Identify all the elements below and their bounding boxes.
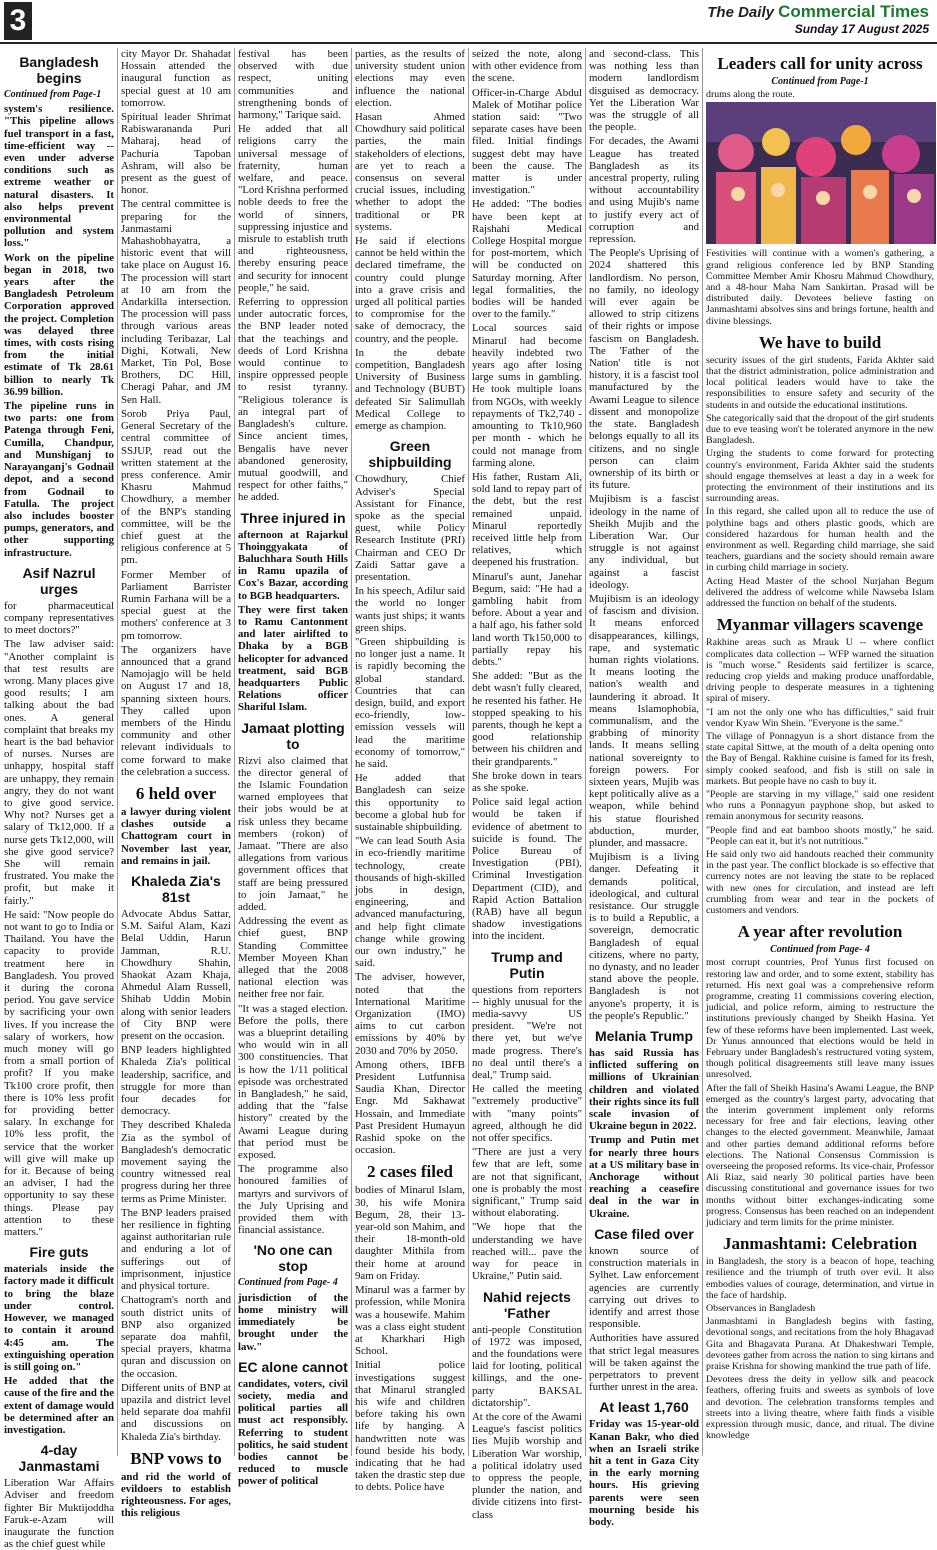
paragraph: He added: "The bodies have been kept at Rajshahi Medical College Hospital morgue for post-mortem, which will be conducted on Saturday morning. After legal formalities, the bodies will be handed over to the family."	[472, 198, 582, 321]
paragraph: For decades, the Awami League has treated Bangladesh as its ancestral property, ruling without accountability and using Mujib's name to justify every act of corruption and repression.	[589, 135, 699, 246]
paragraph: Among others, IBFB President Lutfunnisa Saudia Khan, Director Engr. Md Sakhawat Hossain, and Immediate Past President Humayun Rashid spoke on the occasion.	[355, 1058, 465, 1157]
paragraph: She categorically said that the dropout of the girl students due to eve teasing won't be tolerated anymore in the new Bangladesh.	[706, 412, 934, 447]
paragraph: "We can lead South Asia in eco-friendly maritime technology, create thousands of high-skilled jobs in design, engineering, and advanced manufacturing, and help fight climate change while growing our own industry," he said.	[355, 835, 465, 970]
paragraph: They were first taken to Ramu Cantonment and later airlifted to Dhaka by a BGB helicopter for advanced treatment, said BGB headquarters Public Relations officer Shariful Islam.	[238, 603, 348, 714]
paragraph: Spiritual leader Shrimat Rabiswarananda Puri Maharaj, head of Pachuria Tapoban Ashram, will also be present as the guest of honor.	[121, 111, 231, 197]
column-divider	[468, 48, 469, 1456]
paragraph: Different units of BNP at upazila and district level held separate doa mahfil and discussions on Khaleda Zia's birthday.	[121, 1381, 231, 1443]
headline: 'No one can stop	[253, 1242, 333, 1275]
page-number: 3	[4, 2, 32, 40]
paragraph: "People find and eat bamboo shoots mostly," he said. "People can eat it, but it's not nutritious."	[706, 824, 934, 847]
column-4	[355, 48, 465, 1494]
paragraph: Former Member of Parliament Barrister Rumin Farhana will be a special guest at the mothers' conference at 3 pm tomorrow.	[121, 568, 231, 642]
paragraph: festival has been observed with due respect, uniting communities and strengthening bonds of harmony," Tarique said.	[238, 48, 348, 122]
paragraph: drums along the route.	[706, 89, 795, 101]
paragraph: The village of Ponnagyun is a short distance from the state capital Sittwe, at the mouth of a delta opening onto the Bay of Bengal. Rakhine cuisine is famed for its fresh, simply cooked seafood, and fish is still on sale in markets. But people have no cash to buy it.	[706, 730, 934, 787]
headline: Khaleda Zia's 81st	[131, 873, 221, 905]
column-divider	[117, 48, 118, 1456]
paragraph: Mujibism is a living danger. Defeating it demands political, ideological, and cultural resistance. Our struggle is to build a Republic, a sovereign, democratic Bangladesh of equal citizens, where no party, no dynasty, and no leader stand above the people. Bangladesh is not anyone's property, it is the people's Republic."	[589, 851, 699, 1022]
headline: At least 1,760	[599, 1399, 689, 1416]
paragraph: city Mayor Dr. Shahadat Hossain attended the inaugural function as special guest at 10 am tomorrow.	[121, 48, 231, 109]
paragraph: The People's Uprising of 2024 shattered this landlordism. No person, no family, no ideology will ever again be allowed to strip citizens of their rights or impose fascism on Bangladesh. The 'Father of the Nation' title is not history, it is a fascist tool manufactured by the Awami League to silence dissent and monopolize the state. Bangladesh belongs equally to all its citizens, and no single person can claim ownership of its birth or its future.	[589, 247, 699, 492]
paragraph: Janmashtami in Bangladesh begins with fasting, devotional songs, and recitations from the holy Bhagavad Gita and Bhagavata Purana. At Dhakeshwari Temple, devotees gather from across the nation to sing kirtans and praise Krishna for showing mankind the true path of life.	[706, 1316, 934, 1373]
paragraph: known source of construction materials in Sylhet. Law enforcement agencies are currently carrying out drives to identify and arrest those responsible.	[589, 1244, 699, 1331]
paragraph: Chowdhury, Chief Adviser's Special Assistant for Finance, spoke as the special guest, while Policy Research Institute (PRI) Chairman and CEO Dr Zaidi Sattar gave a presentation.	[355, 473, 465, 583]
paragraph: He said: "Now people do not want to go to India or Thailand. You have the capacity to provide treatment here in Bangladesh. You proved it during the corona period. You gave service by sacrificing your own lives. If you increase the salary of workers, how much money will go from a small portion of profit? If you make Tk100 crore profit, then there is 10% less profit for providing better salary. In exchange for 10% less profit, the service that the worker will give will make up for it. Because of being an adviser, I had the opportunity to say these things. Please pay attention to these matters."	[4, 908, 114, 1239]
paragraph: The organizers have announced that a grand Namojagjo will be held on August 17 and 18, spanning sixteen hours. They called upon members of the Hindu community and other relevant individuals to come forward to make the celebration a success.	[121, 643, 231, 778]
headline: Green shipbuilding	[368, 438, 452, 471]
headline: 2 cases filed	[367, 1162, 453, 1182]
paragraph: She added: "But as the debt wasn't fully cleared, he resented his father. He stopped speaking to his parents, though he kept a good relationship between his children and their grandparents."	[472, 670, 582, 768]
festival-photo	[706, 102, 936, 244]
paragraph: Referring to oppression under autocratic forces, the BNP leader noted that the teachings and deeds of Lord Krishna would continue to inspire oppressed people to resist tyranny. "Religious tolerance is an integral part of Bangladesh's culture. Since ancient times, Bengalis have never abandoned generosity, mutual goodwill, and respect for other faiths," he added.	[238, 296, 348, 504]
paragraph: a lawyer during violent clashes outside a Chattogram court in November last year, and remains in jail.	[121, 805, 231, 867]
paragraph: Festivities will continue with a women's gathering, a grand religious conference led by BNP Standing Committee Member Amir Khosru Mahmud Chowdhury, and a 48-hour Maha Nam Sankirtan. Prasad will be distributed daily. Devotees believe fasting on Janmashtami absolves sins and brings fortune, health and divine blessings.	[706, 248, 934, 327]
paragraph: has said Russia has inflicted suffering on millions of Ukrainian children and violated their rights since its full scale invasion of Ukraine begun in 2022.	[589, 1047, 699, 1133]
paragraph: materials inside the factory made it difficult to bring the blaze under control. However, we managed to contain it around 4:45 am. The extinguishing operation is still going on."	[4, 1263, 114, 1373]
paragraph: "Green shipbuilding is no longer just a name. It is rapidly becoming the global standard. Countries that can design, build, and export eco-friendly, low-emission vessels will lead the maritime economy of tomorrow," he said.	[355, 635, 465, 770]
paragraph: At the core of the Awami League's fascist politics lies Mujib worship and Liberation War worship, a political idolatry used to oppress the people, plunder the nation, and divide citizens into first-class	[472, 1410, 582, 1521]
headline: Trump and Putin	[491, 948, 563, 981]
paragraph: "We hope that the understanding we have reached will... pave the way for peace in Ukraine," Putin said.	[472, 1221, 582, 1283]
paragraph: Urging the students to come forward for protecting country's environment, Farida Akhter said the students should engage themselves at least a day in a week for protecting the environment of their institutions and its surrounding areas.	[706, 448, 934, 505]
continued-note: Continued from Page-1	[771, 76, 869, 87]
headline: 6 held over	[135, 783, 217, 803]
masthead	[0, 0, 937, 46]
headline: Jamaat plotting to	[241, 719, 345, 752]
paragraph: He added that the cause of the fire and the extent of damage would be determined after an investigation.	[4, 1375, 114, 1436]
headline: Leaders call for unity across	[717, 54, 923, 73]
continued-note: Continued from Page- 4	[770, 944, 870, 956]
column-1	[4, 48, 114, 1550]
brand-name: Commercial Times	[778, 2, 929, 21]
paragraph: He called the meeting "extremely productive" with "many points" agreed, although he did not offer specifics.	[472, 1083, 582, 1145]
paragraph: BNP leaders highlighted Khaleda Zia's political leadership, sacrifice, and struggle for more than four decades for democracy.	[121, 1044, 231, 1118]
paragraph: "It was a staged election. Before the polls, there was a blueprint detailing who would win in all 300 constituencies. That is how the 1/11 political episode was orchestrated in Bangladesh," he said, adding that the "false history" created by the Awami League during that period must be exposed.	[238, 1002, 348, 1162]
paragraph: The adviser, however, noted that the International Maritime Organization (IMO) aims to cut carbon emissions by 40% by 2030 and 70% by 2050.	[355, 971, 465, 1057]
paragraph: in Bangladesh, the story is a beacon of hope, teaching resilience and the triumph of truth over evil. It also embodies values of courage, determination, and virtue in the face of hardship.	[706, 1256, 934, 1301]
paragraph: The central committee is preparing for the Janmastami Mahashobhayatra, a historic event that will take place on August 16. The procession will start at 10 am from the Andarkilla intersection. The procession will pass through various areas including Teribazar, Lal Dighi, Kotwali, New Market, Tin Pol, Bose Brothers, DC Hill, Cheragi Pahar, and JM Sen Hall.	[121, 198, 231, 406]
paragraph: and second-class. This was nothing less than modern landlordism disguised as democracy. Yet the Liberation War was the struggle of all the people.	[589, 48, 699, 134]
paragraph: for pharmaceutical company representatives to meet doctors?"	[4, 599, 114, 637]
paragraph: Sorob Priya Paul, General Secretary of the central committee of SSJUP, read out the written statement at the press conference. Amir Khasru Mahmud Chowdhury, a member of the BNP's standing committee, will be the chief guest at the religious conference at 5 pm.	[121, 407, 231, 567]
paragraph: After the fall of Sheikh Hasina's Awami League, the BNP emerged as the country's largest party, advocating that the interim government implement only reforms necessary for free and fair elections, leaving other changes to the elected government. Meanwhile, Jamaat and other parties demand additional reforms before elections. The National Consensus Commission is overseeing the proposed reforms. Its vice-chair, Professor Ali Riaz, said nearly 30 political parties have been discussing constitutional and governance issues for two months without bitter exchanges-indicating some progress. Consensus has been reached on an independent judiciary and term limits for the prime minister.	[706, 1082, 934, 1229]
paragraph: seized the note, along with other evidence from the scene.	[472, 48, 582, 85]
masthead-rule	[0, 42, 937, 44]
paragraph: Officer-in-Charge Abdul Malek of Motihar police station said: "Two separate cases have been filed. Initial findings suggest debt may have been the cause. The matter is under investigation."	[472, 86, 582, 197]
paragraph: He said only two aid handouts reached their community in the past year. The conflict blockade is so effective that currency notes are not leaving the state to be replaced with new ones for circulation, and instead are left crumbling from wear and tear in the pockets of customers and vendors.	[706, 848, 934, 916]
paragraph: Local sources said Minarul had become heavily indebted two years ago after losing large sums in gambling. He took multiple loans from NGOs, with weekly repayments of Tk2,740 - amounting to Tk10,960 per month - which he could not manage from farming alone.	[472, 322, 582, 469]
paragraph: Work on the pipeline began in 2018, two years after the Bangladesh Petroleum Corporation approved the project. Completion was delayed three times, with costs rising from the initial estimate of Tk 28.61 billion to nearly Tk 36.99 billion.	[4, 251, 114, 398]
paragraph: parties, as the results of university student union elections may even influence the national election.	[355, 48, 465, 109]
issue-date: Sunday 17 August 2025	[794, 22, 929, 36]
headline: 4-day Janmastami	[18, 1442, 100, 1475]
paragraph: Advocate Abdus Sattar, S.M. Saiful Alam, Kazi Belal Uddin, Harun Jamman, R.U. Chowdhury Shahin, Shaokat Azam Khaja, Ahmedul Alam Russell, Shihab Uddin Mobin along with senior leaders of City BNP were present on the occasion.	[121, 908, 231, 1043]
paragraph: Hasan Ahmed Chowdhury said political parties, the main stakeholders of elections, are yet to reach a consensus on several crucial issues, including whether to adopt the traditional or PR systems.	[355, 111, 465, 233]
paragraph: Addressing the event as chief guest, BNP Standing Committee Member Moyeen Khan alleged that the 2008 national election was neither free nor fair.	[238, 915, 348, 1001]
headline: BNP vows to	[130, 1448, 222, 1468]
headline: Bangladesh begins	[19, 54, 99, 86]
column-divider	[702, 48, 703, 1456]
headline: Myanmar villagers scavenge	[716, 615, 924, 635]
paragraph: Initial police investigations suggest that Minarul strangled his wife and children before taking his own life by hanging. A handwritten note was found beside his body, indicating that he had taken the drastic step due to debts. Police have	[355, 1359, 465, 1494]
continued-note: Continued from Page-1	[4, 89, 102, 100]
paragraph: Rakhine areas such as Mrauk U -- where conflict complicates data collection -- WFP warned the situation is "much worse." Residents said fertilizer is scarce, reducing crop yields and making produce unaffordable, driving people to desperate measures in a tightening spiral of misery.	[706, 637, 934, 705]
column-divider	[234, 48, 235, 1456]
headline: Fire guts	[29, 1244, 89, 1261]
crowd-image	[706, 102, 936, 244]
paragraph: jurisdiction of the home ministry will immediately be brought under the law."	[238, 1291, 348, 1353]
paragraph: He said if elections cannot be held within the declared timeframe, the country could plunge into a grave crisis and urged all political parties to compromise for the sake of democracy, the country, and the people.	[355, 235, 465, 345]
paragraph: She broke down in tears as she spoke.	[472, 769, 582, 794]
column-6	[589, 48, 699, 1528]
headline: Asif Nazrul urges	[22, 564, 96, 597]
paragraph: candidates, voters, civil society, media and political parties all must act responsibly. Referring to student politics, he said student bodies cannot be reduced to muscle power of political	[238, 1377, 348, 1488]
headline: Melania Trump	[594, 1028, 694, 1045]
paragraph: "People are starving in my village," said one resident who runs a Ponnagyun payphone shop, but asked to remain anonymous for security reasons.	[706, 788, 934, 823]
paragraph: Devotees dress the deity in yellow silk and peacock feathers, offering fruits and sweets as symbols of love and devotion. The celebration transforms temples and streets into a living theatre, where faith finds a visible expression through music, dance, and ritual. The divine knowledge	[706, 1374, 934, 1442]
column-5	[472, 48, 582, 1521]
paragraph: Friday was 15-year-old Kanan Bakr, who died when an Israeli strike hit a tent in Gaza City in the early morning hours. His grieving parents were seen mourning beside his body.	[589, 1418, 699, 1528]
headline: EC alone cannot	[238, 1358, 348, 1375]
column-7	[706, 48, 934, 1456]
paragraph: questions from reporters -- highly unusual for the media-savvy US president. "We're not there yet, but we've made progress. There's no deal until there's a deal," Trump said.	[472, 983, 582, 1082]
paragraph: He added that Bangladesh can seize this opportunity to become a global hub for sustainable shipbuilding.	[355, 772, 465, 833]
paragraph: He added that all religions carry the universal message of fraternity, human welfare, and peace. "Lord Krishna performed noble deeds to free the world of sinners, suppressing injustice and misrule to establish truth and righteousness, thereby ensuring peace and security for innocent people," he said.	[238, 123, 348, 294]
paragraph: His father, Rustam Ali, sold land to repay part of the debt, but the rest remained unpaid. Minarul reportedly received little help from relatives, which deepened his frustration.	[472, 470, 582, 569]
paragraph: Mujibism is an ideology of fascism and division. It means enforced disappearances, killings, rape, and systematic human rights violations. It means looting the nation's wealth and laundering it abroad. It means Islamophobia, communalism, and the grabbing of minority lands. It means selling national sovereignty to foreign powers. For sixteen years, Mujib was kept politically alive as a weapon, while behind his statue flourished abduction, murder, plunder, and massacre.	[589, 592, 699, 849]
headline: Three injured in	[240, 509, 346, 526]
paragraph: afternoon at Rajarkul Thoinggyakata of Baluchhara South Hills in Ramu upazila of Cox's Bazar, according to BGB headquarters.	[238, 528, 348, 602]
paragraph: Acting Head Master of the school Nurjahan Begum delivered the address of welcome while Nawseba Islam addressed the function on behalf of the students.	[706, 575, 934, 610]
paragraph: Observances in Bangladesh	[706, 1303, 816, 1315]
continued-note: Continued from Page- 4	[238, 1277, 338, 1289]
headline: We have to build	[758, 332, 882, 352]
headline: A year after revolution	[737, 922, 903, 942]
paragraph: security issues of the girl students, Farida Akhter said that the district administration, police administration and local political leaders would have to take the responsibilities to ensure safety and security of the students in and outside the educational institutions.	[706, 354, 934, 411]
paragraph: most corrupt countries, Prof Yunus first focused on restoring law and order, and to some extent, stability has returned. His next goal was a comprehensive reform programme, creating 11 commissions covering election, judicial, and police reform, aiming to restructure the institutions previously changed by Sheikh Hasina. Yet few of these reforms have been implemented. Last week, Dr Yunus announced that elections would be held in February under Bangladesh's restructured voting system, though political disagreements still leave many issues unresolved.	[706, 957, 934, 1081]
paragraph: Mujibism is a fascist ideology in the name of Sheikh Mujib and the Liberation War. Our struggle is not against any individual, but against a fascist ideology.	[589, 493, 699, 591]
column-divider	[585, 48, 586, 1456]
headline: Case filed over	[594, 1225, 694, 1242]
paragraph: Minarul was a farmer by profession, while Monira was a housewife. Mahim was a class eight student at Kharkhari High School.	[355, 1284, 465, 1358]
paragraph: Minarul's aunt, Janehar Begum, said: "He had a gambling habit from before. About a year and a half ago, his father sold land worth Tk150,000 to partially repay his debts."	[472, 570, 582, 668]
paragraph: Authorities have assured that strict legal measures will be taken against the perpetrators to prevent further unrest in the area.	[589, 1332, 699, 1394]
paragraph: anti-people Constitution of 1972 was imposed, and the foundations were laid for looting, political killings, and the one-party BAKSAL dictatorship".	[472, 1323, 582, 1409]
column-2	[121, 48, 231, 1520]
paragraph: Rizvi also claimed that the director general of the Islamic Foundation warned employees that their jobs would be at risk unless they became members (rokon) of Jamaat. "There are also allegations from various government offices that staff are being pressured to join Jamaat," he added.	[238, 754, 348, 913]
paragraph: In the debate competition, Bangladesh University of Business and Technology (BUBT) defeated Sir Salimullah Medical College to emerge as champion.	[355, 346, 465, 433]
newspaper-brand	[707, 2, 929, 22]
paragraph: In this regard, she called upon all to reduce the use of polythine bags and others plastic goods, which are considered hazardous for human health and the environment as well. Regarding child marriage, she said teachers, guardians and the society should remain aware in curbing child marriage in society.	[706, 506, 934, 574]
brand-the: The Daily	[707, 4, 774, 21]
paragraph: The law adviser said: "Another complaint is that test results are wrong. Many places give good results; I am talking about the bad ones. A general complaint that breaks my heart is the bad behavior of nurses. Nurses are unhappy, hospital staff are unhappy, they remain angry, they do not want to give good service. Why not? Nurses get a salary of Tk12,000. If a nurse gets Tk12,000, will she give good service? She will remain frustrated. You make the profit, but make it fairly."	[4, 638, 114, 907]
paragraph: system's resilience. "This pipeline allows fuel transport in a fast, time-efficient way -- even under adverse conditions such as extreme weather or natural disasters. It also helps prevent environmental pollution and system loss."	[4, 103, 114, 250]
paragraph: In his speech, Adilur said the world no longer wants just ships; it wants green ships.	[355, 585, 465, 634]
paragraph: Police said legal action would be taken if evidence of abetment to suicide is found. The Police Bureau of Investigation (PBI), Criminal Investigation Department (CID), and Rapid Action Battalion (RAB) have all begun shadow investigations into the incident.	[472, 796, 582, 943]
paragraph: Chattogram's north and south district units of BNP also organized separate doa mahfil, special prayers, khatma quran and discussion on the occasion.	[121, 1294, 231, 1380]
paragraph: The BNP leaders praised her resilience in fighting against authoritarian rule and enduring a lot of sufferings out of imprisonment, injustice and physical torture.	[121, 1206, 231, 1293]
column-3	[238, 48, 348, 1488]
headline: Nahid rejects 'Father	[483, 1288, 571, 1321]
headline: Janmashtami: Celebration	[722, 1234, 918, 1254]
column-divider	[351, 48, 352, 1456]
paragraph: Trump and Putin met for nearly three hours at a US military base in Anchorage without reaching a ceasefire deal in the war in Ukraine.	[589, 1134, 699, 1220]
paragraph: and rid the world of evildoers to establish righteousness. For ages, this religious	[121, 1470, 231, 1520]
paragraph: They described Khaleda Zia as the symbol of Bangladesh's democratic movement saying the country witnessed real progress during her three terms as Prime Minister.	[121, 1119, 231, 1205]
paragraph: "I am not the only one who has difficulties," said fruit vendor Kyaw Win Shein. "Everyone is the same."	[706, 706, 934, 729]
paragraph: bodies of Minarul Islam, 30, his wife Monira Begum, 28, their 13-year-old son Mahim, and their 18-month-old daughter Mithila from their home at around 9am on Friday.	[355, 1184, 465, 1282]
paragraph: Liberation War Affairs Adviser and freedom fighter Bir Muktijoddha Faruk-e-Azam will inaugurate the function as the chief guest while	[4, 1477, 114, 1550]
paragraph: The programme also honoured families of martyrs and survivors of the July Uprising and provided them with financial assistance.	[238, 1163, 348, 1237]
paragraph: "There are just a very few that are left, some are not that significant, one is probably the most significant," Trump said without elaborating.	[472, 1146, 582, 1220]
paragraph: The pipeline runs in two parts: one from Patenga through Feni, Cumilla, Chandpur, and Munshiganj to Narayanganj's Godnail depot, and a second from Godnail to Fatulla. The project also includes booster pumps, generators, and other supporting infrastructure.	[4, 400, 114, 559]
